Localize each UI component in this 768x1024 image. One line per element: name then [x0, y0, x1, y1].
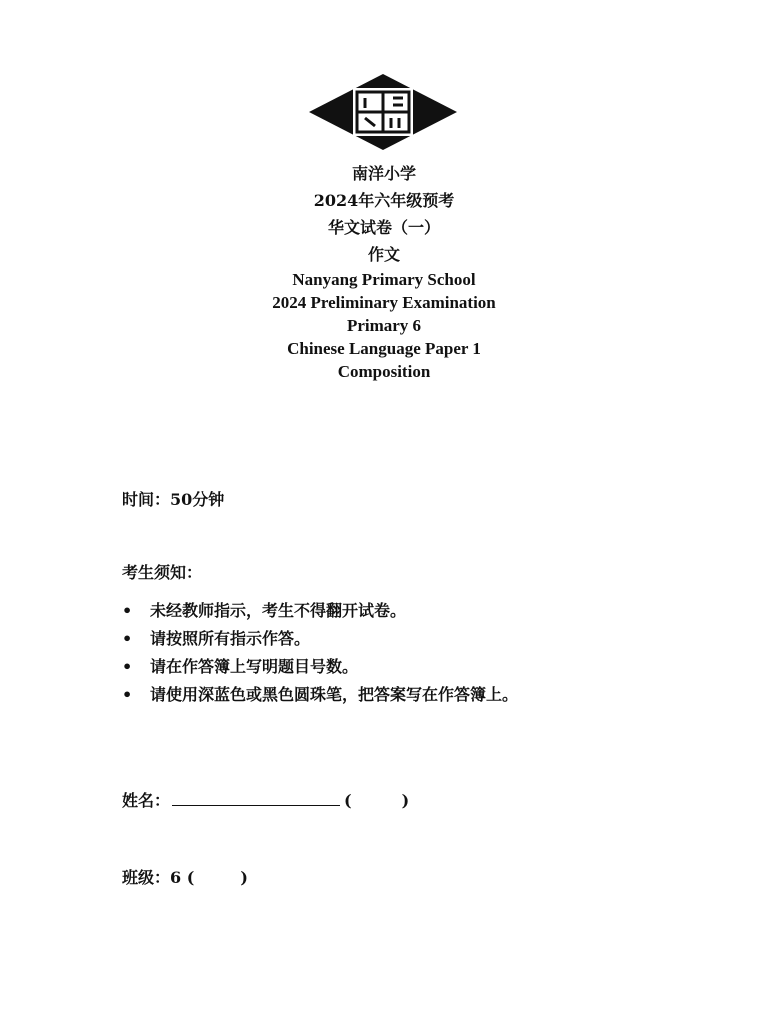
class-paren-close: )	[240, 868, 248, 887]
class-field	[122, 867, 248, 889]
time-allowed	[122, 489, 224, 511]
paper-name-chinese: 华文试卷（一）	[327, 218, 440, 237]
notice-item	[122, 626, 518, 654]
bullet-icon: •	[122, 601, 133, 620]
name-blank-line[interactable]	[172, 789, 340, 806]
time-label: 时间：	[122, 490, 171, 509]
class-prefix: 6	[170, 868, 182, 887]
notice-item-text: 请在作答簿上写明题目号数。	[150, 657, 359, 676]
school-crest-icon	[307, 72, 459, 152]
notice-item-text: 请按照所有指示作答。	[150, 629, 311, 648]
index-paren-close: )	[401, 791, 410, 810]
bullet-icon: •	[122, 685, 133, 704]
exam-title-block	[0, 160, 768, 383]
class-paren-open: (	[186, 868, 195, 887]
notice-item-text: 未经教师指示，考生不得翻开试卷。	[150, 601, 407, 620]
bullet-icon: •	[122, 629, 133, 648]
section-name-chinese: 作文	[367, 245, 400, 264]
notice-title: 考生须知：	[122, 563, 203, 582]
index-paren-open: (	[344, 791, 352, 810]
section-name-english: Composition	[337, 362, 431, 381]
name-field	[122, 789, 409, 812]
time-value: 50分钟	[170, 490, 225, 509]
notice-item	[122, 598, 518, 626]
school-name-english: Nanyang Primary School	[292, 270, 476, 289]
bullet-icon: •	[122, 657, 133, 676]
paper-name-english: Chinese Language Paper 1	[287, 339, 481, 358]
notice-item	[122, 654, 518, 682]
name-label: 姓名：	[122, 791, 171, 810]
notice-list	[122, 598, 518, 710]
level-english: Primary 6	[346, 316, 422, 335]
school-name-chinese: 南洋小学	[351, 164, 416, 183]
notice-item-text: 请使用深蓝色或黑色圆珠笔，把答案写在作答簿上。	[150, 685, 519, 704]
class-label: 班级：	[122, 868, 171, 887]
exam-name-chinese: 2024年六年级预考	[313, 191, 455, 210]
exam-name-english: 2024 Preliminary Examination	[272, 293, 496, 312]
notice-item	[122, 682, 518, 710]
